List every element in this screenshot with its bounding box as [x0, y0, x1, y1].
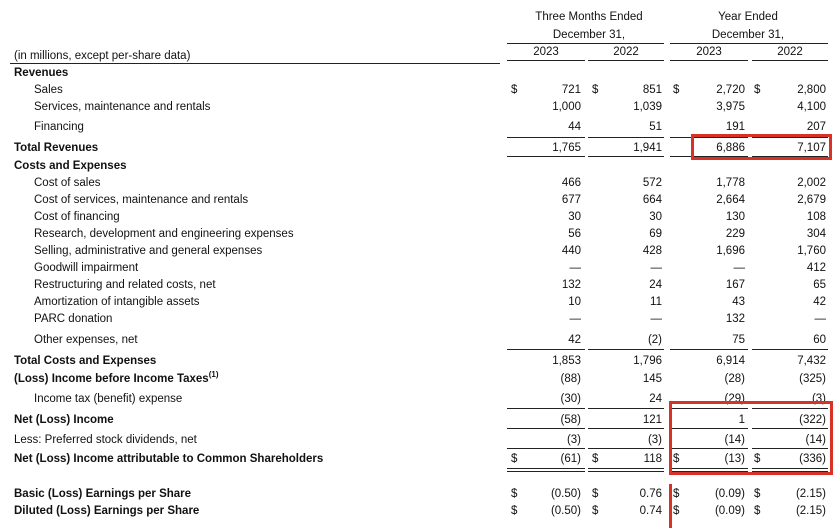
row-value: 1,778: [716, 177, 745, 189]
row-value: 2,720: [716, 84, 745, 96]
row-label: Diluted (Loss) Earnings per Share: [14, 505, 200, 517]
row-label: Total Revenues: [14, 142, 99, 154]
rule-above-total-costs-3: [670, 349, 748, 350]
row-value: 24: [649, 393, 662, 405]
currency-symbol: $: [592, 453, 599, 465]
rule-above-total-revenues-1: [507, 137, 585, 138]
row-value: 7,107: [797, 142, 826, 154]
year-rule-4: [752, 60, 828, 61]
currency-symbol: $: [592, 488, 599, 500]
row-value: (2.15): [795, 488, 826, 500]
row-value: 43: [732, 296, 745, 308]
row-label: Total Costs and Expenses: [14, 355, 157, 367]
row-value: 24: [649, 279, 662, 291]
row-value: 30: [568, 211, 581, 223]
row-value: (0.09): [714, 505, 745, 517]
row-value: 1,696: [716, 245, 745, 257]
row-value: (0.09): [714, 488, 745, 500]
row-label: PARC donation: [34, 313, 113, 325]
year-rule-1: [507, 60, 585, 61]
footnote-marker: (1): [208, 370, 219, 380]
row-value: 466: [561, 177, 581, 189]
year-rule-2: [588, 60, 664, 61]
rule-above-total-costs-2: [588, 349, 664, 350]
row-value: 30: [649, 211, 662, 223]
row-value: 412: [806, 262, 826, 274]
double-rule-attrib-1: [507, 471, 585, 472]
currency-symbol: $: [754, 488, 761, 500]
row-value: 75: [732, 334, 745, 346]
col-year-q4-2023: 2023: [533, 46, 559, 58]
row-value: 440: [561, 245, 581, 257]
section-costs: Costs and Expenses: [14, 160, 127, 172]
rule-above-attrib-1: [507, 448, 585, 449]
row-label: Services, maintenance and rentals: [34, 101, 211, 113]
row-label: Research, development and engineering expenses: [34, 228, 294, 240]
currency-symbol: $: [592, 505, 599, 517]
row-value: (14): [724, 434, 745, 446]
row-value: 1,796: [633, 355, 662, 367]
row-value: (29): [724, 393, 745, 405]
row-label: Amortization of intangible assets: [34, 296, 200, 308]
row-value: 60: [813, 334, 826, 346]
row-value: (61): [560, 453, 581, 465]
currency-symbol: $: [673, 488, 680, 500]
row-value: 2,002: [797, 177, 826, 189]
row-value: 0.76: [639, 488, 662, 500]
currency-symbol: $: [511, 453, 518, 465]
row-label: Sales: [34, 84, 63, 96]
currency-symbol: $: [673, 453, 680, 465]
row-label: Cost of services, maintenance and rentals: [34, 194, 249, 206]
highlight-net-income: [669, 401, 833, 475]
row-value: 2,800: [797, 84, 826, 96]
row-value: 69: [649, 228, 662, 240]
row-value: 1,039: [633, 101, 662, 113]
col-year-q4-2022: 2022: [613, 46, 639, 58]
currency-symbol: $: [511, 84, 518, 96]
row-value: (0.50): [550, 488, 581, 500]
row-value: (2): [647, 334, 662, 346]
row-value: (322): [799, 414, 826, 426]
rule-above-attrib-2: [588, 448, 664, 449]
row-value: 4,100: [797, 101, 826, 113]
row-label: Income tax (benefit) expense: [34, 393, 183, 405]
rule-below-attrib-2: [588, 468, 664, 469]
row-value: 851: [642, 84, 662, 96]
currency-symbol: $: [754, 505, 761, 517]
currency-symbol: $: [673, 505, 680, 517]
currency-symbol: $: [673, 84, 680, 96]
row-value: 118: [643, 453, 662, 465]
row-value: 132: [561, 279, 581, 291]
row-value: 65: [813, 279, 826, 291]
row-value: 130: [725, 211, 745, 223]
row-value: 51: [649, 121, 662, 133]
row-label: Basic (Loss) Earnings per Share: [14, 488, 192, 500]
row-value: 6,914: [716, 355, 745, 367]
highlight-total-revenues: [691, 134, 832, 160]
row-value: 191: [725, 121, 745, 133]
currency-symbol: $: [511, 505, 518, 517]
row-value: (325): [799, 373, 826, 385]
row-value: 7,432: [797, 355, 826, 367]
row-value: —: [569, 313, 581, 325]
currency-symbol: $: [754, 453, 761, 465]
row-label: Selling, administrative and general expenses: [34, 245, 263, 257]
row-value: 145: [642, 373, 662, 385]
label-header-rule: [10, 63, 500, 64]
row-value: 44: [568, 121, 581, 133]
rule-above-total-costs-4: [752, 349, 828, 350]
row-value: (14): [805, 434, 826, 446]
row-label: (Loss) Income before Income Taxes$^{(1)}$: [14, 370, 219, 385]
rule-below-net-1: [507, 428, 585, 429]
row-value: 428: [642, 245, 662, 257]
row-value: (3): [566, 434, 581, 446]
row-value: 1,000: [552, 101, 581, 113]
header-rule-three-months: [507, 43, 664, 44]
rule-below-total-revenues-2: [588, 156, 664, 157]
header-date-year: December 31,: [711, 29, 785, 41]
row-label: Cost of financing: [34, 211, 120, 223]
row-value: (3): [647, 434, 662, 446]
row-value: 42: [568, 334, 581, 346]
double-rule-attrib-2: [588, 471, 664, 472]
rule-below-net-2: [588, 428, 664, 429]
row-value: 11: [650, 296, 662, 308]
row-value: 132: [725, 313, 745, 325]
row-value: 1,853: [552, 355, 581, 367]
currency-symbol: $: [592, 84, 599, 96]
header-date-three-months: December 31,: [552, 29, 626, 41]
header-three-months: Three Months Ended: [535, 11, 643, 23]
row-value: (13): [724, 453, 745, 465]
row-value: 572: [642, 177, 662, 189]
row-label: Restructuring and related costs, net: [34, 279, 216, 291]
row-label: Other expenses, net: [34, 334, 138, 346]
row-value: (28): [724, 373, 745, 385]
row-value: 2,679: [797, 194, 826, 206]
row-value: (58): [560, 414, 581, 426]
header-rule-year: [670, 43, 828, 44]
row-value: 721: [561, 84, 581, 96]
row-value: (2.15): [795, 505, 826, 517]
row-label: Goodwill impairment: [34, 262, 139, 274]
units-note: (in millions, except per-share data): [14, 50, 191, 62]
row-value: 1,765: [552, 142, 581, 154]
row-value: 0.74: [639, 505, 662, 517]
row-value: —: [650, 313, 662, 325]
row-value: 1,941: [633, 142, 662, 154]
row-value: —: [650, 262, 662, 274]
row-value: (3): [811, 393, 826, 405]
row-value: 42: [813, 296, 826, 308]
rule-above-net-1: [507, 408, 585, 409]
row-value: 121: [642, 414, 662, 426]
section-revenues: Revenues: [14, 67, 69, 79]
col-year-fy-2023: 2023: [696, 46, 722, 58]
row-value: (0.50): [550, 505, 581, 517]
row-value: 664: [642, 194, 662, 206]
currency-symbol: $: [511, 488, 518, 500]
row-value: 1: [738, 414, 745, 426]
row-label: Net (Loss) Income attributable to Common Shareholders: [14, 453, 324, 465]
row-value: (336): [799, 453, 826, 465]
row-label: Less: Preferred stock dividends, net: [14, 434, 197, 446]
row-label: Net (Loss) Income: [14, 414, 114, 426]
row-value: —: [814, 313, 826, 325]
rule-above-total-costs-1: [507, 349, 585, 350]
row-value: —: [733, 262, 745, 274]
row-value: 3,975: [716, 101, 745, 113]
row-value: 10: [568, 296, 581, 308]
rule-above-total-revenues-2: [588, 137, 664, 138]
row-value: 6,886: [716, 142, 745, 154]
year-rule-3: [670, 60, 748, 61]
row-value: 108: [806, 211, 826, 223]
header-year-ended: Year Ended: [718, 11, 778, 23]
row-value: 167: [725, 279, 745, 291]
rule-above-net-2: [588, 408, 664, 409]
row-value: —: [569, 262, 581, 274]
highlight-eps-edge: [669, 484, 674, 528]
row-value: 229: [725, 228, 745, 240]
row-value: (88): [560, 373, 581, 385]
rule-below-attrib-1: [507, 468, 585, 469]
row-value: 56: [568, 228, 581, 240]
row-label: Cost of sales: [34, 177, 101, 189]
row-value: 1,760: [797, 245, 826, 257]
col-year-fy-2022: 2022: [777, 46, 803, 58]
row-label: Financing: [34, 121, 84, 133]
row-value: 304: [806, 228, 826, 240]
row-value: 677: [561, 194, 581, 206]
row-value: 2,664: [716, 194, 745, 206]
row-value: 207: [806, 121, 826, 133]
currency-symbol: $: [754, 84, 761, 96]
rule-below-total-revenues-1: [507, 156, 585, 157]
row-value: (30): [560, 393, 581, 405]
